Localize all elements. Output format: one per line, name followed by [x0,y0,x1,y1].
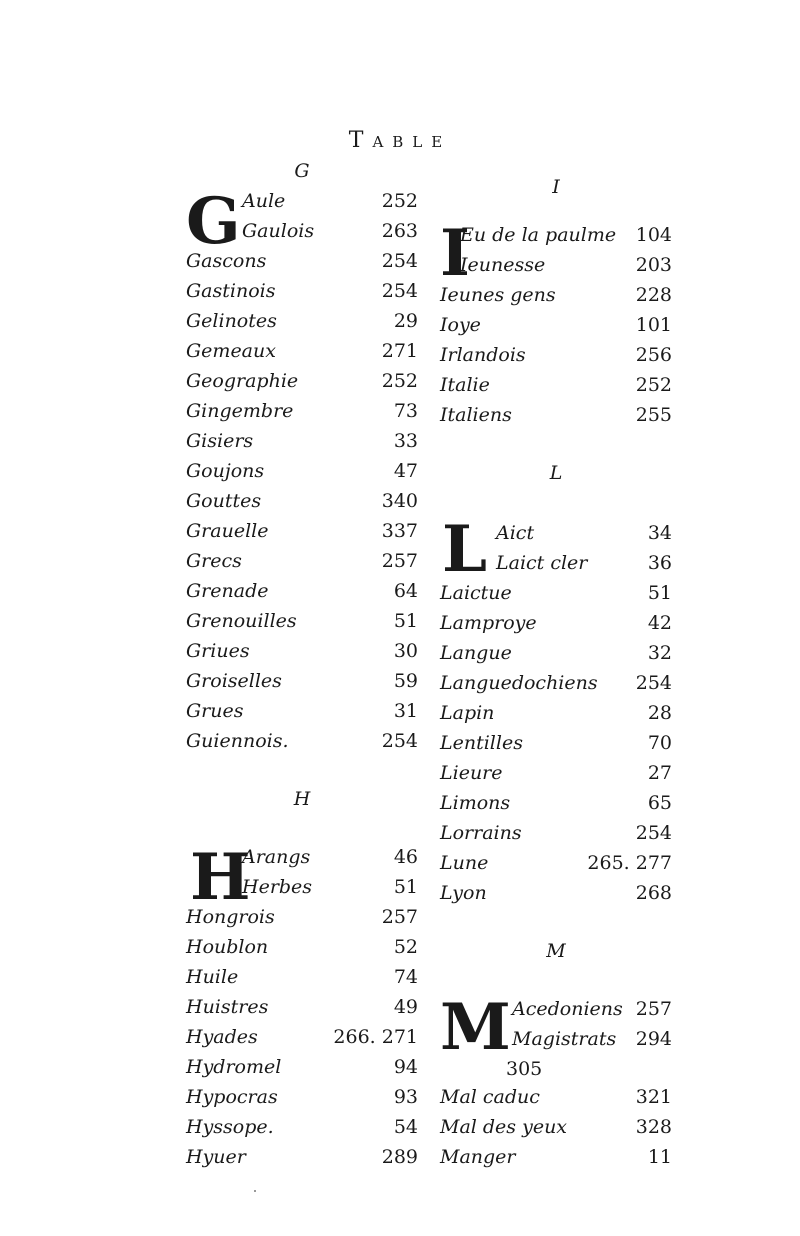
index-entry: Mal caduc 321 [440,1086,672,1108]
index-entry: Irlandois 256 [440,344,672,366]
section-letter-i: I [552,176,560,198]
index-entry: Lentilles 70 [440,732,672,754]
section-letter-m: M [546,940,566,962]
index-entry: Gelinotes 29 [186,310,418,332]
section-letter-h: H [293,788,311,810]
page-title: Table [348,128,452,153]
index-entry: Acedoniens 257 [512,998,672,1020]
index-entry: Lorrains 254 [440,822,672,844]
index-entry: Herbes 51 [242,876,418,898]
index-entry: Ieunesse 203 [460,254,672,276]
index-entry: Limons 65 [440,792,672,814]
page-continuation: 305 [506,1058,543,1080]
index-entry: Guiennois. 254 [186,730,418,752]
index-entry: Hydromel 94 [186,1056,418,1078]
index-entry: Goujons 47 [186,460,418,482]
index-entry: Gisiers 33 [186,430,418,452]
section-letter-g: G [294,160,310,182]
index-entry: Aict 34 [496,522,672,544]
index-entry: Laict cler 36 [496,552,672,574]
index-entry: Manger 11 [440,1146,672,1168]
drop-cap-h: H [190,840,251,915]
index-entry: Ioye 101 [440,314,672,336]
index-entry: Hyuer 289 [186,1146,418,1168]
index-entry: Groiselles 59 [186,670,418,692]
index-entry: Italie 252 [440,374,672,396]
index-entry: Hyssope. 54 [186,1116,418,1138]
index-entry: Gouttes 340 [186,490,418,512]
index-entry: Grues 31 [186,700,418,722]
index-entry: Languedochiens 254 [440,672,672,694]
index-entry: Gemeaux 271 [186,340,418,362]
index-entry: Gingembre 73 [186,400,418,422]
index-entry: Lune 265. 277 [440,852,672,874]
index-entry: Grecs 257 [186,550,418,572]
index-entry: Hyades 266. 271 [186,1026,418,1048]
index-entry: Lyon 268 [440,882,672,904]
drop-cap-m: M [440,990,511,1065]
index-entry: Gastinois 254 [186,280,418,302]
index-entry: Lapin 28 [440,702,672,724]
index-entry: Lieure 27 [440,762,672,784]
index-entry: Aule 252 [242,190,418,212]
index-entry: Magistrats 294 [512,1028,672,1050]
index-entry: Mal des yeux 328 [440,1116,672,1138]
index-entry: Huistres 49 [186,996,418,1018]
index-entry: Gascons 254 [186,250,418,272]
index-entry: Houblon 52 [186,936,418,958]
index-entry: Hypocras 93 [186,1086,418,1108]
index-entry: Gaulois 263 [242,220,418,242]
index-entry: Eu de la paulme 104 [460,224,672,246]
index-entry: Grauelle 337 [186,520,418,542]
drop-cap-i: I [440,216,470,291]
drop-cap-l: L [442,512,487,587]
index-entry: Hongrois 257 [186,906,418,928]
drop-cap-g: G [186,184,241,259]
index-entry: Ieunes gens 228 [440,284,672,306]
ink-speck [254,1190,256,1192]
index-entry: Lamproye 42 [440,612,672,634]
index-entry: Huile 74 [186,966,418,988]
index-entry: Griues 30 [186,640,418,662]
section-letter-l: L [549,462,563,484]
index-entry: Geographie 252 [186,370,418,392]
index-entry: Laictue 51 [440,582,672,604]
index-entry: Grenouilles 51 [186,610,418,632]
index-entry: Grenade 64 [186,580,418,602]
index-entry: Langue 32 [440,642,672,664]
index-entry: Arangs 46 [242,846,418,868]
index-entry: Italiens 255 [440,404,672,426]
